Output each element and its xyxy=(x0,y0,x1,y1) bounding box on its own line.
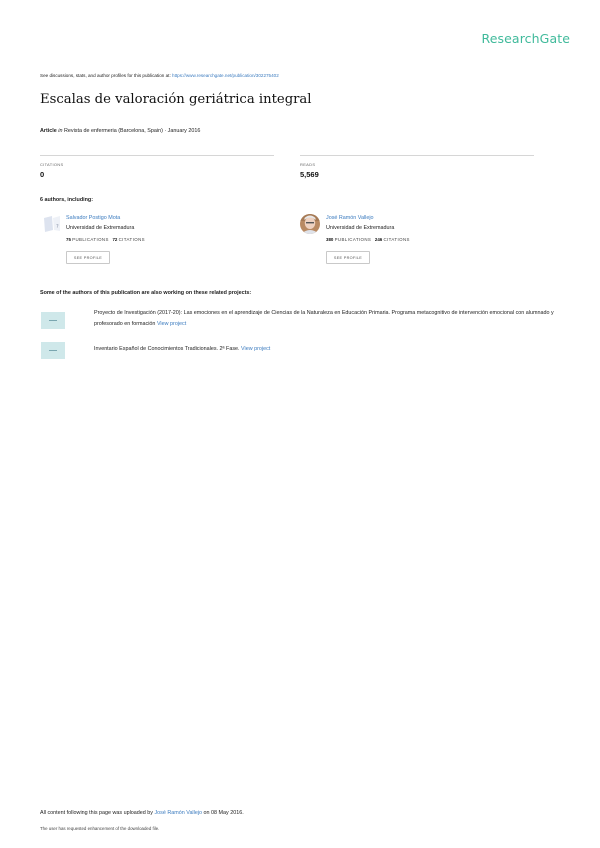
reads-divider xyxy=(300,155,534,156)
project-1-view-link[interactable]: View project xyxy=(156,320,187,327)
projects-heading: Some of the authors of this publication are also working on these related projects: xyxy=(40,290,252,296)
journal-date: Revista de enfermeria (Barcelona, Spain) · January 2016 xyxy=(63,128,201,134)
author-1-placeholder-avatar[interactable] xyxy=(40,214,60,234)
author-1-citations-count: 72 xyxy=(112,237,118,242)
author-1-institution: Universidad de Extremadura xyxy=(66,225,135,231)
author-1-see-profile-button[interactable]: SEE PROFILE xyxy=(66,251,110,264)
enhancement-note: The user has requested enhancement of the downloaded file. xyxy=(40,826,160,831)
upload-suffix: on 08 May 2016. xyxy=(203,810,244,816)
author-2-citations-count: 246 xyxy=(374,237,383,242)
citations-label: CITATIONS xyxy=(40,162,64,167)
author-2-publications-count: 380 xyxy=(326,237,334,242)
publication-meta xyxy=(40,128,200,134)
project-2-thumbnail-icon[interactable] xyxy=(41,342,65,359)
project-1-text: Proyecto de Investigación (2017-20): Las emociones en el aprendizaje de Ciencias de la Naturaleza en Educación Primaria. Programa metacognitivo de intervención emocional con alumnado y profesorado en formación xyxy=(94,310,554,327)
author-2-photo-avatar[interactable] xyxy=(300,214,320,234)
author-1-citations-label: CITATIONS xyxy=(118,237,145,242)
publication-url-link[interactable]: https://www.researchgate.net/publication/302275402 xyxy=(172,73,279,78)
author-1-name[interactable]: Salvador Postigo Mota xyxy=(66,215,121,221)
svg-text:?: ? xyxy=(56,224,59,230)
project-2-view-link[interactable]: View project xyxy=(241,346,271,352)
authors-heading: 6 authors, including: xyxy=(40,197,94,203)
uploader-link[interactable]: José Ramón Vallejo xyxy=(154,810,203,816)
author-2-institution: Universidad de Extremadura xyxy=(326,225,395,231)
publication-title: Escalas de valoración geriátrica integral xyxy=(40,92,312,107)
reads-value: 5,569 xyxy=(300,170,319,179)
author-1-publications-count: 75 xyxy=(66,237,71,242)
discussion-prefix: See discussions, stats, and author profiles for this publication at: xyxy=(40,73,171,78)
discussion-line xyxy=(40,73,279,78)
project-2-text: Inventario Español de Conocimientos Tradicionales. 2ª Fase. xyxy=(94,346,240,352)
publication-type: Article xyxy=(40,128,57,134)
author-2-name[interactable]: José Ramón Vallejo xyxy=(326,215,374,221)
publication-in: in xyxy=(58,128,63,134)
author-1-stats xyxy=(66,237,145,242)
citations-value: 0 xyxy=(40,170,45,179)
upload-prefix: All content following this page was uploaded by xyxy=(40,810,153,816)
author-2-publications-label: PUBLICATIONS xyxy=(334,237,372,242)
researchgate-logo[interactable]: ResearchGate xyxy=(481,31,570,46)
author-2-see-profile-button[interactable]: SEE PROFILE xyxy=(326,251,370,264)
citations-divider xyxy=(40,155,274,156)
reads-label: READS xyxy=(300,162,316,167)
project-2-description xyxy=(94,344,564,355)
upload-credit xyxy=(40,810,244,816)
project-1-description xyxy=(94,308,564,329)
author-1-publications-label: PUBLICATIONS xyxy=(72,237,109,242)
project-1-thumbnail-icon[interactable] xyxy=(41,312,65,329)
author-2-citations-label: CITATIONS xyxy=(383,237,410,242)
author-2-stats xyxy=(326,237,410,242)
